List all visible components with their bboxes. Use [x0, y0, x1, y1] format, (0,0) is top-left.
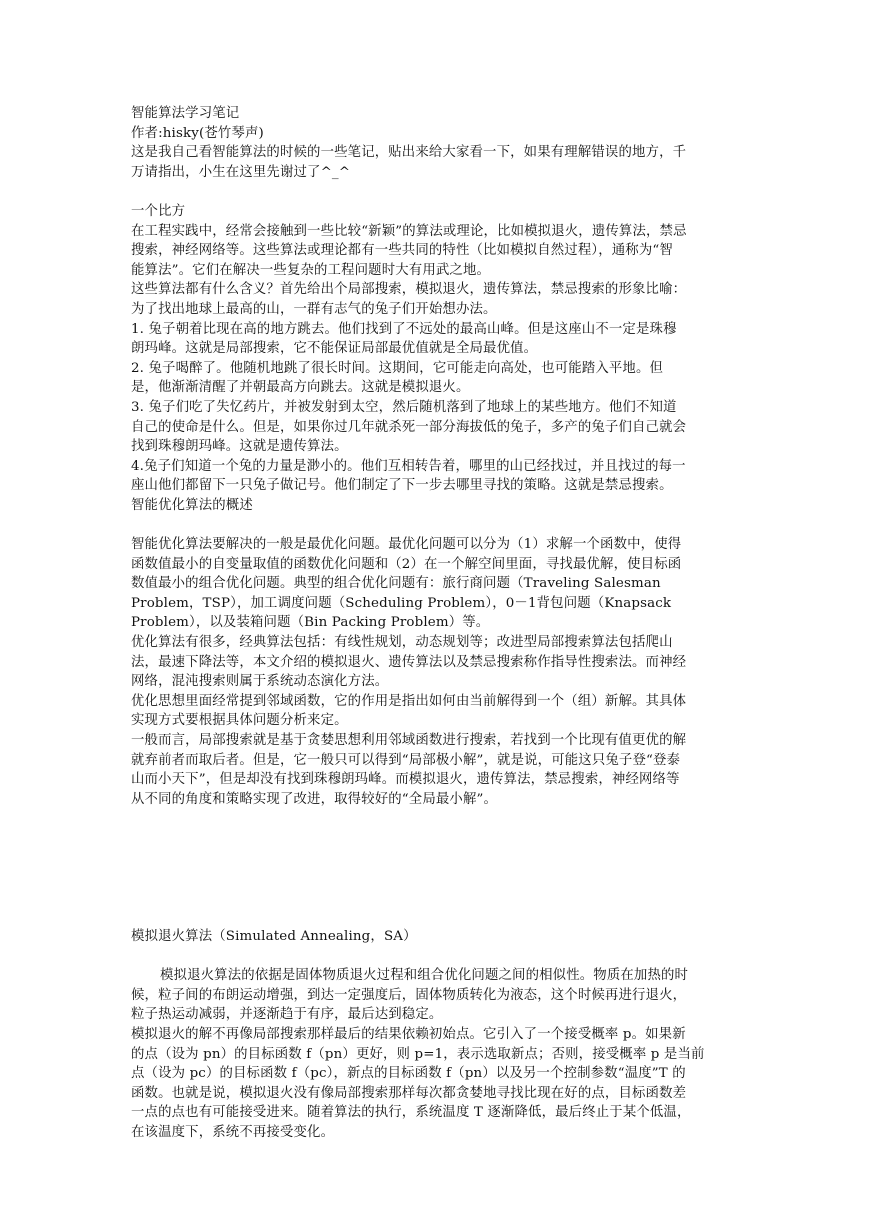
doc-author: 作者:hisky(苍竹琴声)	[131, 125, 264, 141]
paragraph-line: Problem，TSP），加工调度问题（Scheduling Problem），0－1背包问题（Knapsack	[131, 595, 672, 611]
paragraph-line: 能算法”。它们在解决一些复杂的工程问题时大有用武之地。	[131, 262, 491, 278]
section-heading-analogy: 一个比方	[131, 203, 186, 219]
paragraph-line: 搜索，神经网络等。这些算法或理论都有一些共同的特性（比如模拟自然过程），通称为“智	[131, 243, 673, 259]
paragraph-line: 模拟退火的解不再像局部搜索那样最后的结果依赖初始点。它引入了一个接受概率 p。如果新	[131, 1026, 686, 1042]
blank-line	[131, 809, 739, 829]
paragraph-line: 实现方式要根据具体问题分析来定。	[131, 713, 348, 729]
paragraph-line: 一点的点也有可能接受进来。随着算法的执行，系统温度 T 逐渐降低，最后终止于某个低温，	[131, 1105, 691, 1121]
list-item-line: 朗玛峰。这就是局部搜索，它不能保证局部最优值就是全局最优值。	[131, 341, 538, 357]
paragraph-line: 从不同的角度和策略实现了改进，取得较好的“全局最小解”。	[131, 791, 498, 807]
paragraph-line: 就弃前者而取后者。但是，它一般只可以得到“局部极小解”，就是说，可能这只兔子登“登泰	[131, 752, 681, 768]
list-item-line: 4.兔子们知道一个兔的力量是渺小的。他们互相转告着，哪里的山已经找过，并且找过的每一	[131, 458, 686, 474]
blank-line	[131, 907, 739, 927]
blank-line	[131, 182, 739, 202]
section-heading-sa: 模拟退火算法（Simulated Annealing，SA）	[131, 928, 417, 944]
paragraph-line: 优化算法有很多，经典算法包括：有线性规划，动态规划等；改进型局部搜索算法包括爬山	[131, 635, 673, 651]
list-item-line: 座山他们都留下一只兔子做记号。他们制定了下一步去哪里寻找的策略。这就是禁忌搜索。	[131, 478, 673, 494]
section-heading-overview: 智能优化算法的概述	[131, 497, 253, 513]
paragraph-line: 函数值最小的自变量取值的函数优化问题和（2）在一个解空间里面，寻找最优解，使目标函	[131, 556, 682, 572]
paragraph-line: 一般而言，局部搜索就是基于贪婪思想利用邻域函数进行搜索，若找到一个比现有值更优的解	[131, 733, 687, 748]
list-item-line: 自己的使命是什么。但是，如果你过几年就杀死一部分海拔低的兔子，多产的兔子们自己就会	[131, 419, 687, 435]
blank-line	[131, 868, 739, 888]
paragraph-line: 优化思想里面经常提到邻域函数，它的作用是指出如何由当前解得到一个（组）新解。其具体	[131, 693, 687, 709]
paragraph-line: 在工程实践中，经常会接触到一些比较“新颖”的算法或理论，比如模拟退火，遗传算法，禁忌	[131, 223, 687, 239]
paragraph-line: 模拟退火算法的依据是固体物质退火过程和组合优化问题之间的相似性。物质在加热的时	[160, 968, 689, 984]
paragraph-line: 山而小天下”，但是却没有找到珠穆朗玛峰。而模拟退火，遗传算法，禁忌搜索，神经网络等	[131, 772, 680, 788]
list-item-line: 3. 兔子们吃了失忆药片，并被发射到太空，然后随机落到了地球上的某些地方。他们不知道	[131, 399, 677, 415]
paragraph-line: 为了找出地球上最高的山，一群有志气的兔子们开始想办法。	[131, 301, 497, 317]
paragraph-line: 函数。也就是说，模拟退火没有像局部搜索那样每次都贪婪地寻找比现在好的点，目标函数差	[131, 1085, 687, 1101]
paragraph-line: 粒子热运动减弱，并逐渐趋于有序，最后达到稳定。	[131, 1007, 443, 1023]
list-item-line: 找到珠穆朗玛峰。这就是遗传算法。	[131, 439, 348, 455]
list-item-line: 1. 兔子朝着比现在高的地方跳去。他们找到了不远处的最高山峰。但是这座山不一定是珠穆	[131, 321, 677, 337]
blank-line	[131, 829, 739, 849]
doc-title: 智能算法学习笔记	[131, 106, 240, 121]
intro-line: 这是我自己看智能算法的时候的一些笔记，贴出来给大家看一下，如果有理解错误的地方，千	[131, 145, 687, 161]
paragraph-line: 智能优化算法要解决的一般是最优化问题。最优化问题可以分为（1）求解一个函数中，使得	[131, 537, 682, 553]
paragraph-line: 的点（设为 pn）的目标函数 f（pn）更好，则 p=1，表示选取新点；否则，接受概率 p 是当前	[131, 1046, 705, 1062]
blank-line	[131, 515, 739, 535]
paragraph-line: Problem），以及装箱问题（Bin Packing Problem）等。	[131, 615, 490, 631]
document-page	[131, 104, 739, 1142]
paragraph-line: 这些算法都有什么含义？首先给出个局部搜索，模拟退火，遗传算法，禁忌搜索的形象比喻：	[131, 282, 687, 298]
blank-line	[131, 947, 739, 967]
list-item-line: 是，他渐渐清醒了并朝最高方向跳去。这就是模拟退火。	[131, 380, 470, 396]
blank-line	[131, 849, 739, 869]
paragraph-line: 候，粒子间的布朗运动增强，到达一定强度后，固体物质转化为液态，这个时候再进行退火，	[131, 987, 687, 1003]
intro-line: 万请指出，小生在这里先谢过了^_^	[131, 164, 351, 180]
paragraph-line: 网络，混沌搜索则属于系统动态演化方法。	[131, 674, 389, 690]
list-item-line: 2. 兔子喝醉了。他随机地跳了很长时间。这期间，它可能走向高处，也可能踏入平地。但	[131, 360, 664, 376]
paragraph-line: 在该温度下，系统不再接受变化。	[131, 1124, 335, 1140]
paragraph-line: 法，最速下降法等，本文介绍的模拟退火、遗传算法以及禁忌搜索称作指导性搜索法。而神经	[131, 654, 687, 670]
paragraph-line: 数值最小的组合优化问题。典型的组合优化问题有：旅行商问题（Traveling Salesman	[131, 576, 661, 592]
blank-line	[131, 888, 739, 908]
paragraph-line: 点（设为 pc）的目标函数 f（pc），新点的目标函数 f（pn）以及另一个控制参数“温度”T 的	[131, 1066, 686, 1082]
